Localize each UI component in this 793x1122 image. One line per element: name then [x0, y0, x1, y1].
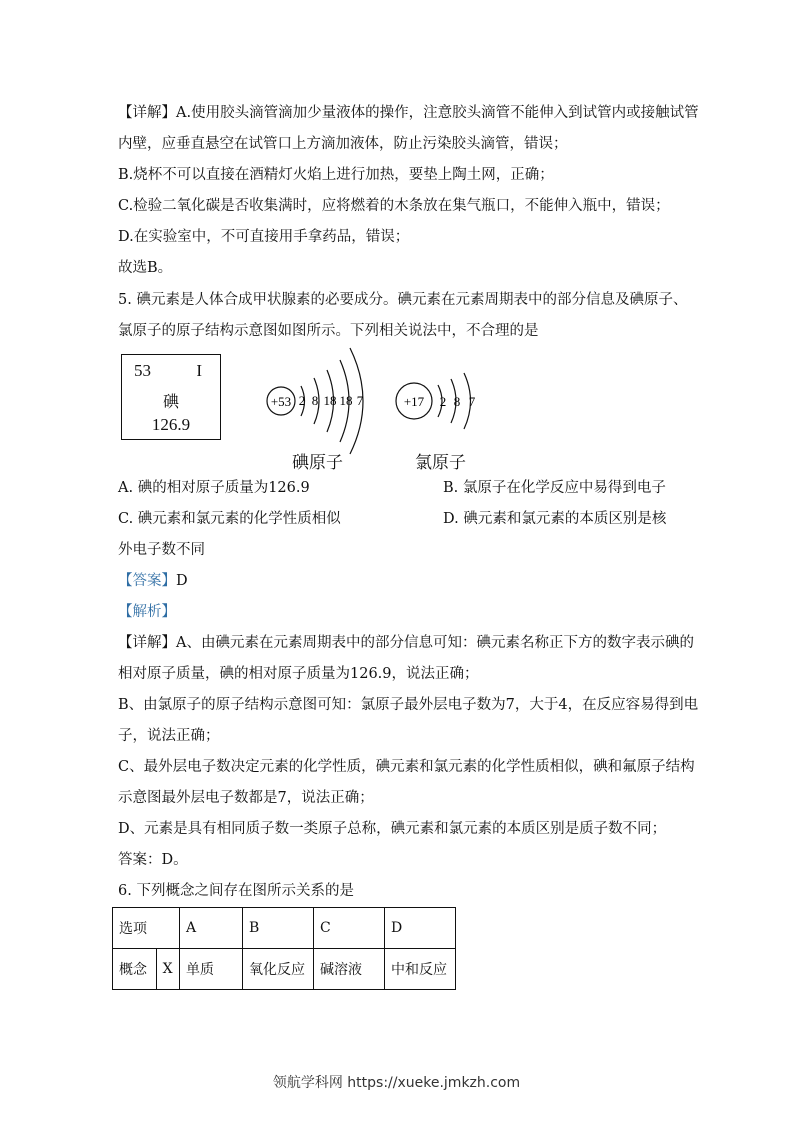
- table-cell: 单质: [180, 949, 243, 990]
- q4-explain-line-2: 内壁，应垂直悬空在试管口上方滴加液体，防止污染胶头滴管，错误；: [118, 136, 568, 152]
- page-footer: 领航学科网 https://xueke.jmkzh.com: [272, 1075, 521, 1091]
- iodine-shell-count-2: 8: [311, 393, 319, 408]
- q4-explain-line-1: [118, 103, 699, 123]
- q5-stem-line-1: 5. 碘元素是人体合成甲状腺素的必要成分。碘元素在元素周期表中的部分信息及碘原子、: [118, 292, 688, 308]
- table-cell: C: [314, 908, 385, 949]
- chlorine-atom-caption: 氯原子: [415, 453, 466, 473]
- table-cell: 选项: [113, 908, 180, 949]
- iodine-shell-count-4: 18: [339, 393, 353, 408]
- q5-detail-line-6: 示意图最外层电子数都是7，说法正确；: [118, 790, 374, 806]
- q6-table: [112, 907, 456, 990]
- iodine-shell-count-3: 18: [323, 393, 337, 408]
- detail-tag: 【详解】: [118, 105, 176, 121]
- q5-option-c: C. 碘元素和氯元素的化学性质相似: [118, 511, 341, 527]
- q5-detail-line-3: B、由氯原子的原子结构示意图可知：氯原子最外层电子数为7，大于4，在反应容易得到电: [118, 697, 699, 713]
- table-cell: X: [156, 949, 179, 990]
- q5-detail-text: A、由碘元素在元素周期表中的部分信息可知：碘元素名称正下方的数字表示碘的: [176, 635, 694, 651]
- periodic-table-cell: [121, 354, 221, 440]
- q5-option-d: D. 碘元素和氯元素的本质区别是核: [443, 511, 667, 527]
- q4-explain-line-3: B.烧杯不可以直接在酒精灯火焰上进行加热，要垫上陶土网，正确；: [118, 167, 554, 183]
- table-cell: 氧化反应: [243, 949, 314, 990]
- q5-detail-line-7: D、元素是具有相同质子数一类原子总称，碘元素和氯元素的本质区别是质子数不同；: [118, 821, 667, 837]
- chlorine-atom-diagram: [390, 370, 490, 440]
- q5-detail-line-4: 子，说法正确；: [118, 728, 220, 744]
- answer-value: D: [176, 573, 188, 589]
- q5-option-b: B. 氯原子在化学反应中易得到电子: [443, 480, 666, 496]
- chlorine-shell-count-2: 8: [453, 394, 461, 409]
- q4-explain-text: A.使用胶头滴管滴加少量液体的操作，注意胶头滴管不能伸入到试管内或接触试管: [176, 105, 699, 121]
- element-symbol: I: [196, 361, 202, 380]
- iodine-shell-count-5: 7: [356, 393, 364, 408]
- element-name: 碘: [162, 394, 179, 411]
- table-cell: B: [243, 908, 314, 949]
- table-cell: 碱溶液: [314, 949, 385, 990]
- answer-tag: 【答案】: [118, 573, 176, 589]
- q4-explain-line-4: C.检验二氧化碳是否收集满时，应将燃着的木条放在集气瓶口，不能伸入瓶中，错误；: [118, 198, 670, 214]
- q4-explain-line-6: 故选B。: [118, 260, 173, 276]
- q5-detail-line-5: C、最外层电子数决定元素的化学性质，碘元素和氯元素的化学性质相似，碘和氟原子结构: [118, 759, 695, 775]
- q5-option-d-cont: 外电子数不同: [118, 542, 205, 558]
- analysis-tag: 【解析】: [118, 604, 176, 620]
- table-cell: D: [385, 908, 456, 949]
- q4-explain-line-5: D.在实验室中，不可直接用手拿药品，错误；: [118, 229, 410, 245]
- table-cell: 中和反应: [385, 949, 456, 990]
- iodine-shell-count-1: 2: [298, 393, 306, 408]
- chlorine-shell-count-3: 7: [468, 394, 476, 409]
- q6-stem: 6. 下列概念之间存在图所示关系的是: [118, 883, 354, 899]
- q5-detail-line-8: 答案：D。: [118, 852, 188, 868]
- q5-detail-line-1: [118, 633, 694, 653]
- q5-answer: [118, 571, 188, 591]
- chlorine-nucleus: +17: [403, 394, 425, 409]
- iodine-atom-caption: 碘原子: [292, 453, 343, 473]
- atomic-mass: 126.9: [151, 415, 191, 434]
- table-cell: A: [180, 908, 243, 949]
- table-row: [113, 949, 456, 990]
- table-row: [113, 908, 456, 949]
- detail-tag: 【详解】: [118, 635, 176, 651]
- q5-option-a: A. 碘的相对原子质量为126.9: [118, 480, 310, 496]
- iodine-nucleus: +53: [270, 394, 292, 409]
- q5-stem-line-2: 氯原子的原子结构示意图如图所示。下列相关说法中，不合理的是: [118, 323, 539, 339]
- table-cell: 概念: [113, 949, 157, 990]
- chlorine-shell-count-1: 2: [439, 394, 447, 409]
- atomic-number: 53: [134, 361, 151, 380]
- q5-detail-line-2: 相对原子质量，碘的相对原子质量为126.9，说法正确；: [118, 666, 479, 682]
